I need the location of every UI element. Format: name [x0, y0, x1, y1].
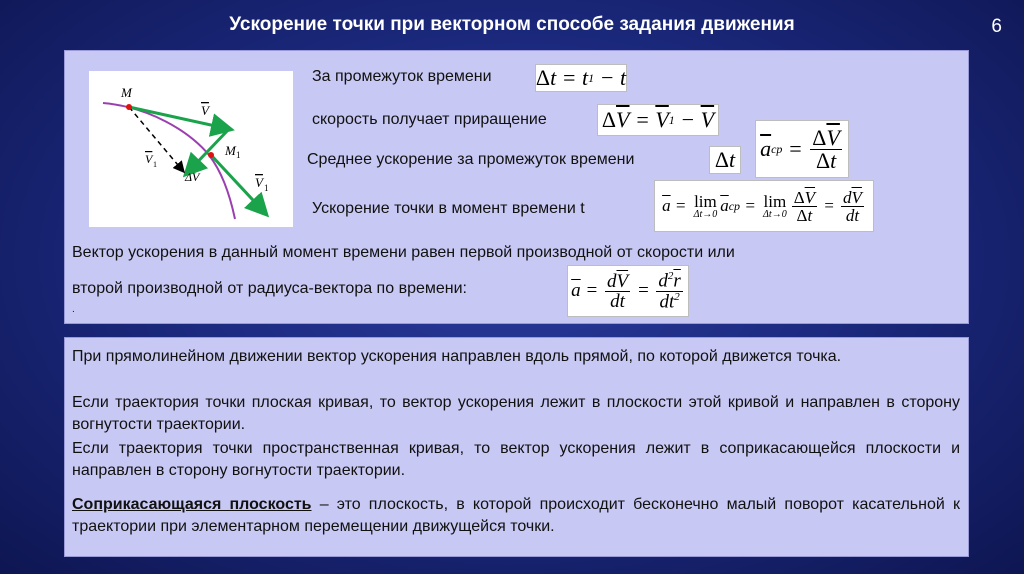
- formula-delta-v: Δ $\overline{V}$ = $\overline{V}$ 1 − $\overline{V}$: [597, 104, 719, 136]
- label-m: M: [121, 85, 132, 100]
- formula-dt: Δ t: [709, 146, 741, 174]
- line-average-acceleration: Среднее ускорение за промежуток времени: [307, 151, 635, 168]
- velocity-vector-v: [129, 107, 229, 129]
- paragraph-spatial-curve: Если траектория точки пространственная кривая, то вектор ускорения лежит в соприкасающейся плоскости и направлен в сторону вогнутости траектории.: [72, 440, 960, 479]
- paragraph-plane-curve: Если траектория точки плоская кривая, то вектор ускорения лежит в плоскости этой кривой и направлен в сторону вогнутости траектории.: [72, 394, 960, 433]
- line-vector-definition: Вектор ускорения в данный момент времени равен первой производной от скорости или: [72, 244, 735, 261]
- label-vi: V: [145, 152, 153, 166]
- slide-number: 6: [991, 16, 1002, 37]
- line-interval: За промежуток времени: [312, 68, 492, 85]
- point-m: [126, 104, 132, 110]
- formula-average-acceleration: $\overline{a}$ ср = $\frac{\Delta\overline{V}}{\Delta t}$: [755, 120, 849, 178]
- label-v1-sub: 1: [264, 183, 269, 193]
- paragraph-rectilinear: При прямолинейном движении вектор ускорения направлен вдоль прямой, по которой движется точка.: [72, 348, 842, 365]
- paragraph-osculating-plane: [72, 494, 960, 538]
- point-m1: [208, 152, 214, 158]
- label-v: V: [201, 103, 209, 118]
- label-vi-sub: 1: [153, 160, 157, 169]
- line-second-derivative: второй производной от радиуса-вектора по времени:: [72, 280, 467, 297]
- formula-acceleration-derivative: $\overline{a}$ = $\frac{d\overline{V}}{dt}$ = $\frac{d^2\overline{r}}{dt^2}$: [567, 265, 689, 317]
- label-dv: ΔV: [185, 170, 200, 184]
- dot-mark: .: [72, 304, 75, 315]
- line-instant-acceleration: Ускорение точки в момент времени t: [312, 200, 585, 217]
- trajectory-diagram: [89, 71, 293, 227]
- definition-osculating-plane: – это плоскость, в которой происходит бесконечно малый поворот касательной к траектории при элементарном перемещении движущейся точки.: [72, 496, 960, 535]
- formula-delta-t: Δ t = t 1 − t: [535, 65, 627, 90]
- line-increment: скорость получает приращение: [312, 111, 547, 128]
- formula-instant-acceleration: $\overline{a}$ = lim Δt→0 $\overline{a}$ ср = lim Δt→0 $\frac{\Delta\overline{V}}{\Delta t}$ = $\frac{d\overline{V}}{dt}$: [654, 180, 874, 232]
- term-osculating-plane: Соприкасающаяся плоскость: [72, 496, 312, 513]
- slide-title: Ускорение точки при векторном способе задания движения: [229, 14, 795, 35]
- label-m1: M: [225, 143, 236, 158]
- label-m1-sub: 1: [236, 150, 241, 160]
- label-v1: V: [255, 175, 263, 190]
